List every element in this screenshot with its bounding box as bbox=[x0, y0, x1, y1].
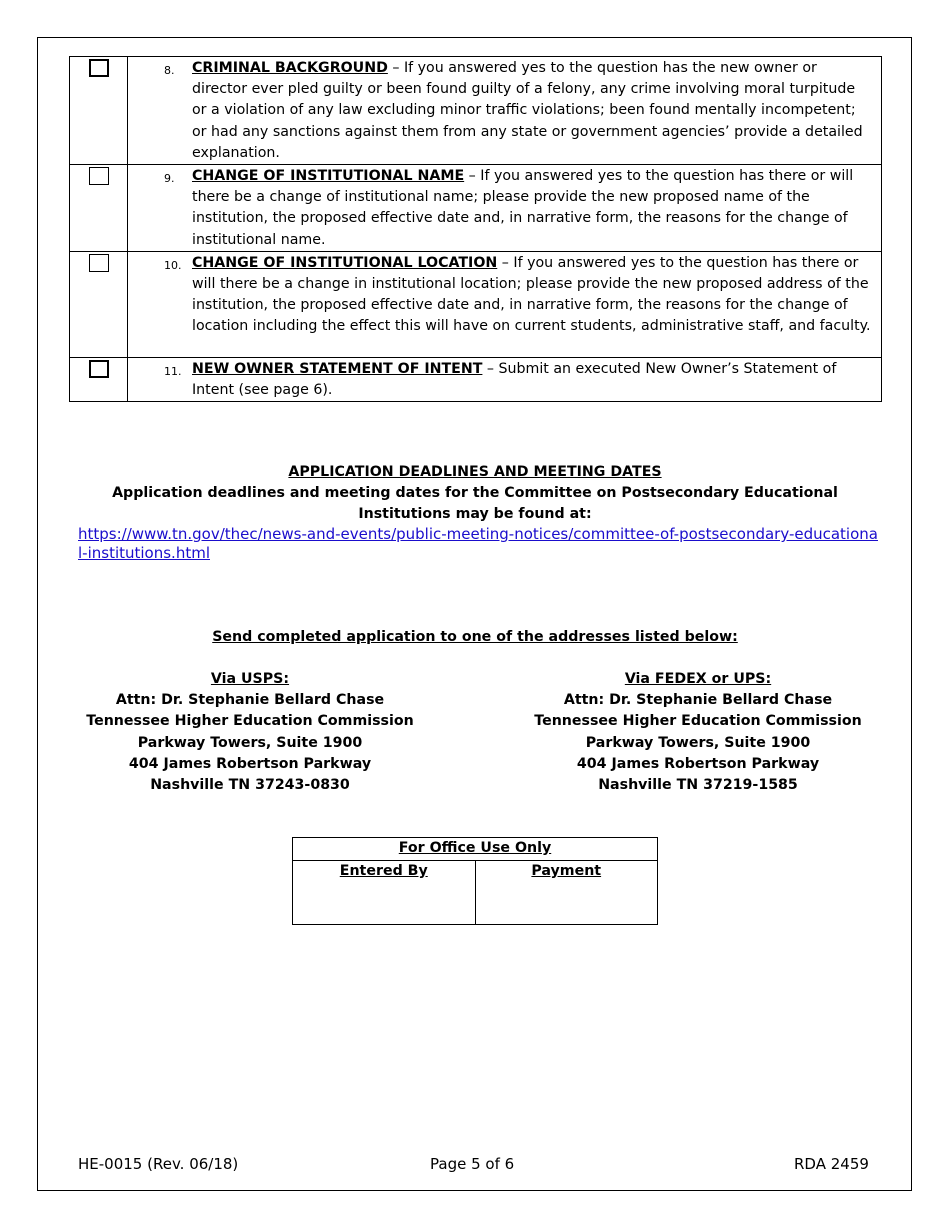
item-number: 10. bbox=[164, 258, 182, 272]
entered-by-cell: Entered By bbox=[293, 861, 476, 925]
item-title: CRIMINAL BACKGROUND bbox=[192, 60, 388, 76]
table-row bbox=[293, 838, 658, 861]
deadlines-text: Application deadlines and meeting dates for the Committee on Postsecondary Educational Institutions may be found at: bbox=[112, 485, 838, 522]
item-description: – If you answered yes to the question has there or will there be a change in institutional location; please provide the new proposed address of the institution, the proposed effective date and, in narrative form, the reasons for the change of location including the effect this will have on current students, administrative staff, and faculty. bbox=[192, 254, 871, 335]
item-title: CHANGE OF INSTITUTIONAL NAME bbox=[192, 168, 465, 185]
item-10-checkbox[interactable] bbox=[89, 254, 109, 272]
address-heading: Via USPS: bbox=[210, 671, 290, 687]
checkbox-cell bbox=[70, 357, 128, 401]
address-building: Parkway Towers, Suite 1900 bbox=[137, 734, 363, 751]
address-org: Tennessee Higher Education Commission bbox=[86, 713, 414, 730]
item-title: NEW OWNER STATEMENT OF INTENT bbox=[192, 360, 483, 377]
item-11-checkbox[interactable] bbox=[89, 360, 109, 378]
item-description: – Submit an executed New Owner’s Statement of Intent (see page 6). bbox=[192, 360, 837, 399]
table-row bbox=[70, 251, 882, 357]
send-heading: Send completed application to one of the addresses listed below: bbox=[212, 629, 738, 645]
table-row bbox=[70, 357, 882, 401]
requirements-table bbox=[69, 56, 882, 402]
table-row bbox=[70, 165, 882, 252]
checkbox-cell bbox=[70, 251, 128, 357]
item-8-checkbox[interactable] bbox=[89, 59, 109, 77]
item-cell bbox=[128, 57, 882, 165]
item-description: – If you answered yes to the question has there or will there be a change of institutional name; please provide the new proposed name of the institution, the proposed effective date and, in narrative form, the reasons for the change of institutional name. bbox=[192, 168, 854, 248]
office-use-title: For Office Use Only bbox=[293, 838, 658, 861]
item-9-checkbox[interactable] bbox=[89, 167, 109, 185]
page-number: Page 5 of 6 bbox=[430, 1155, 515, 1173]
item-cell bbox=[128, 357, 882, 401]
item-cell bbox=[128, 165, 882, 252]
address-city: Nashville TN 37219-1585 bbox=[598, 777, 798, 794]
address-attn: Attn: Dr. Stephanie Bellard Chase bbox=[563, 692, 833, 709]
payment-cell: Payment bbox=[475, 861, 658, 925]
address-org: Tennessee Higher Education Commission bbox=[534, 713, 862, 730]
deadlines-link[interactable]: https://www.tn.gov/thec/news-and-events/public-meeting-notices/committee-of-postsecondary-educational-institutions.html bbox=[78, 525, 878, 562]
checkbox-cell bbox=[70, 57, 128, 165]
rda-number: RDA 2459 bbox=[794, 1155, 869, 1173]
office-use-table bbox=[292, 837, 658, 925]
usps-address bbox=[70, 669, 430, 796]
table-row bbox=[293, 861, 658, 925]
table-row bbox=[70, 57, 882, 165]
fedex-address bbox=[518, 669, 878, 796]
form-id: HE-0015 (Rev. 06/18) bbox=[78, 1155, 239, 1173]
address-city: Nashville TN 37243-0830 bbox=[150, 777, 350, 794]
address-building: Parkway Towers, Suite 1900 bbox=[585, 734, 811, 751]
address-street: 404 James Robertson Parkway bbox=[576, 755, 820, 772]
item-description: – If you answered yes to the question has the new owner or director ever pled guilty or been found guilty of a felony, any crime involving moral turpitude or a violation of any law excluding minor traffic violations; been found mentally incompetent; or had any sanctions against them from any state or government agencies’ provide a detailed explanation. bbox=[192, 60, 863, 161]
address-heading: Via FEDEX or UPS: bbox=[624, 671, 772, 687]
item-number: 11. bbox=[164, 364, 182, 378]
checkbox-cell bbox=[70, 165, 128, 252]
address-attn: Attn: Dr. Stephanie Bellard Chase bbox=[115, 692, 385, 709]
item-number: 8. bbox=[164, 64, 175, 77]
item-number: 9. bbox=[164, 172, 175, 186]
address-street: 404 James Robertson Parkway bbox=[128, 755, 372, 772]
deadlines-heading: APPLICATION DEADLINES AND MEETING DATES bbox=[288, 464, 662, 480]
item-title: CHANGE OF INSTITUTIONAL LOCATION bbox=[192, 254, 498, 271]
item-cell bbox=[128, 251, 882, 357]
